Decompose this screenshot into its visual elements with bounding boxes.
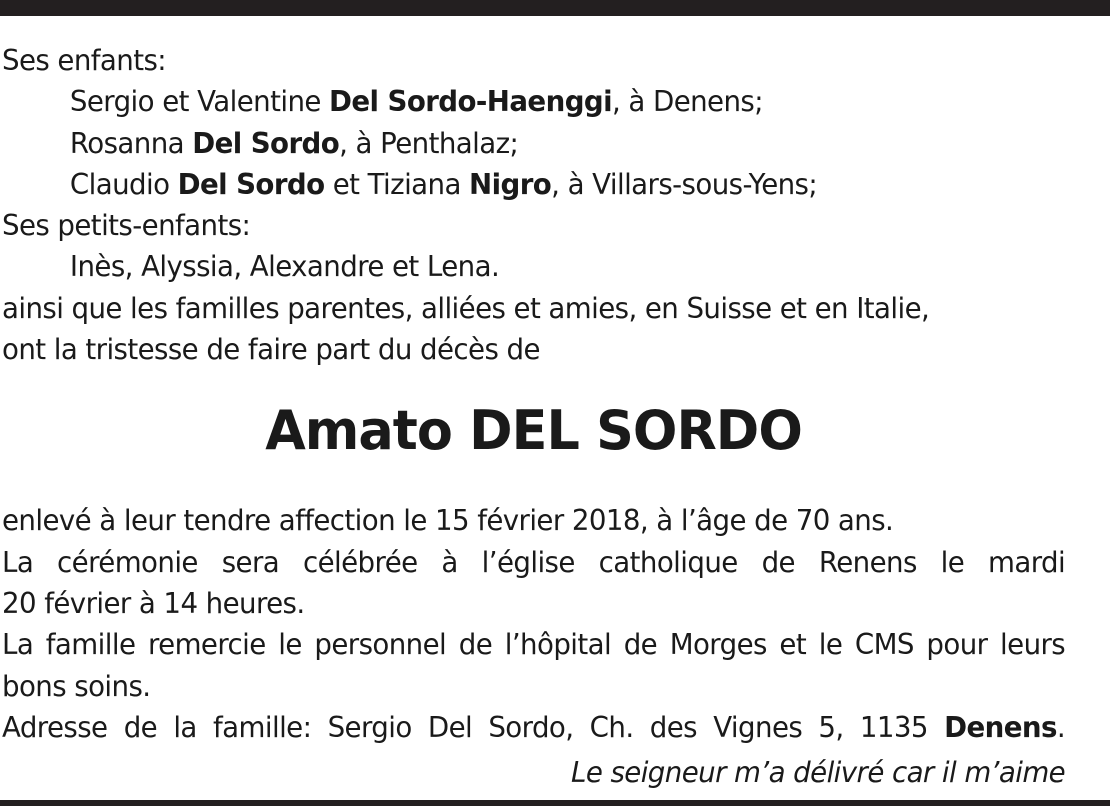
children-heading: Ses enfants: — [2, 44, 167, 77]
child-entry-location: , à Penthalaz; — [339, 126, 519, 160]
address-text: Adresse de la famille: Sergio Del Sordo, Ch. des Vignes 5, 1135 — [2, 710, 945, 744]
child-entry-surname: Del Sordo — [177, 167, 325, 201]
ceremony-line: La cérémonie sera célébrée à l’église catholique de Renens le mardi — [2, 545, 1066, 579]
ceremony-line-end: 20 février à 14 heures. — [2, 586, 305, 620]
address-town: Denens — [944, 710, 1057, 744]
bottom-rule — [0, 800, 1110, 806]
family-address — [2, 707, 1065, 748]
closing-quote: Le seigneur m’a délivré car il m’aime — [570, 756, 1066, 790]
child-entry-text: Sergio et Valentine — [69, 85, 330, 119]
child-entry-surname: Del Sordo-Haenggi — [329, 85, 613, 119]
deceased-name: Amato DEL SORDO — [265, 399, 802, 463]
thanks-line: La famille remercie le personnel de l’hôpital de Morges et le CMS pour leurs — [2, 628, 1066, 662]
child-entry-surname: Nigro — [469, 167, 552, 201]
child-entry-text: Claudio — [69, 167, 178, 201]
child-entry — [2, 123, 1065, 164]
child-entry — [2, 81, 1065, 122]
grandchildren-heading: Ses petits-enfants: — [2, 209, 251, 243]
child-entry — [2, 164, 1065, 205]
child-entry-text: Rosanna — [69, 126, 193, 160]
deceased-name-block — [2, 370, 1065, 500]
grandchildren-names: Inès, Alyssia, Alexandre et Lena. — [69, 250, 500, 284]
top-rule — [0, 0, 1110, 16]
child-entry-text: et Tiziana — [324, 167, 470, 201]
address-period: . — [1056, 710, 1066, 744]
announcement-line: ont la tristesse de faire part du décès de — [2, 333, 540, 367]
families-line: ainsi que les familles parentes, alliées et amies, en Suisse et en Italie, — [2, 291, 930, 325]
death-line: enlevé à leur tendre affection le 15 février 2018, à l’âge de 70 ans. — [2, 504, 894, 538]
obituary-notice — [2, 40, 1065, 793]
thanks-line-end: bons soins. — [2, 669, 151, 703]
child-entry-surname: Del Sordo — [192, 126, 340, 160]
child-entry-location: , à Denens; — [612, 85, 763, 119]
child-entry-location: , à Villars-sous-Yens; — [551, 167, 818, 201]
